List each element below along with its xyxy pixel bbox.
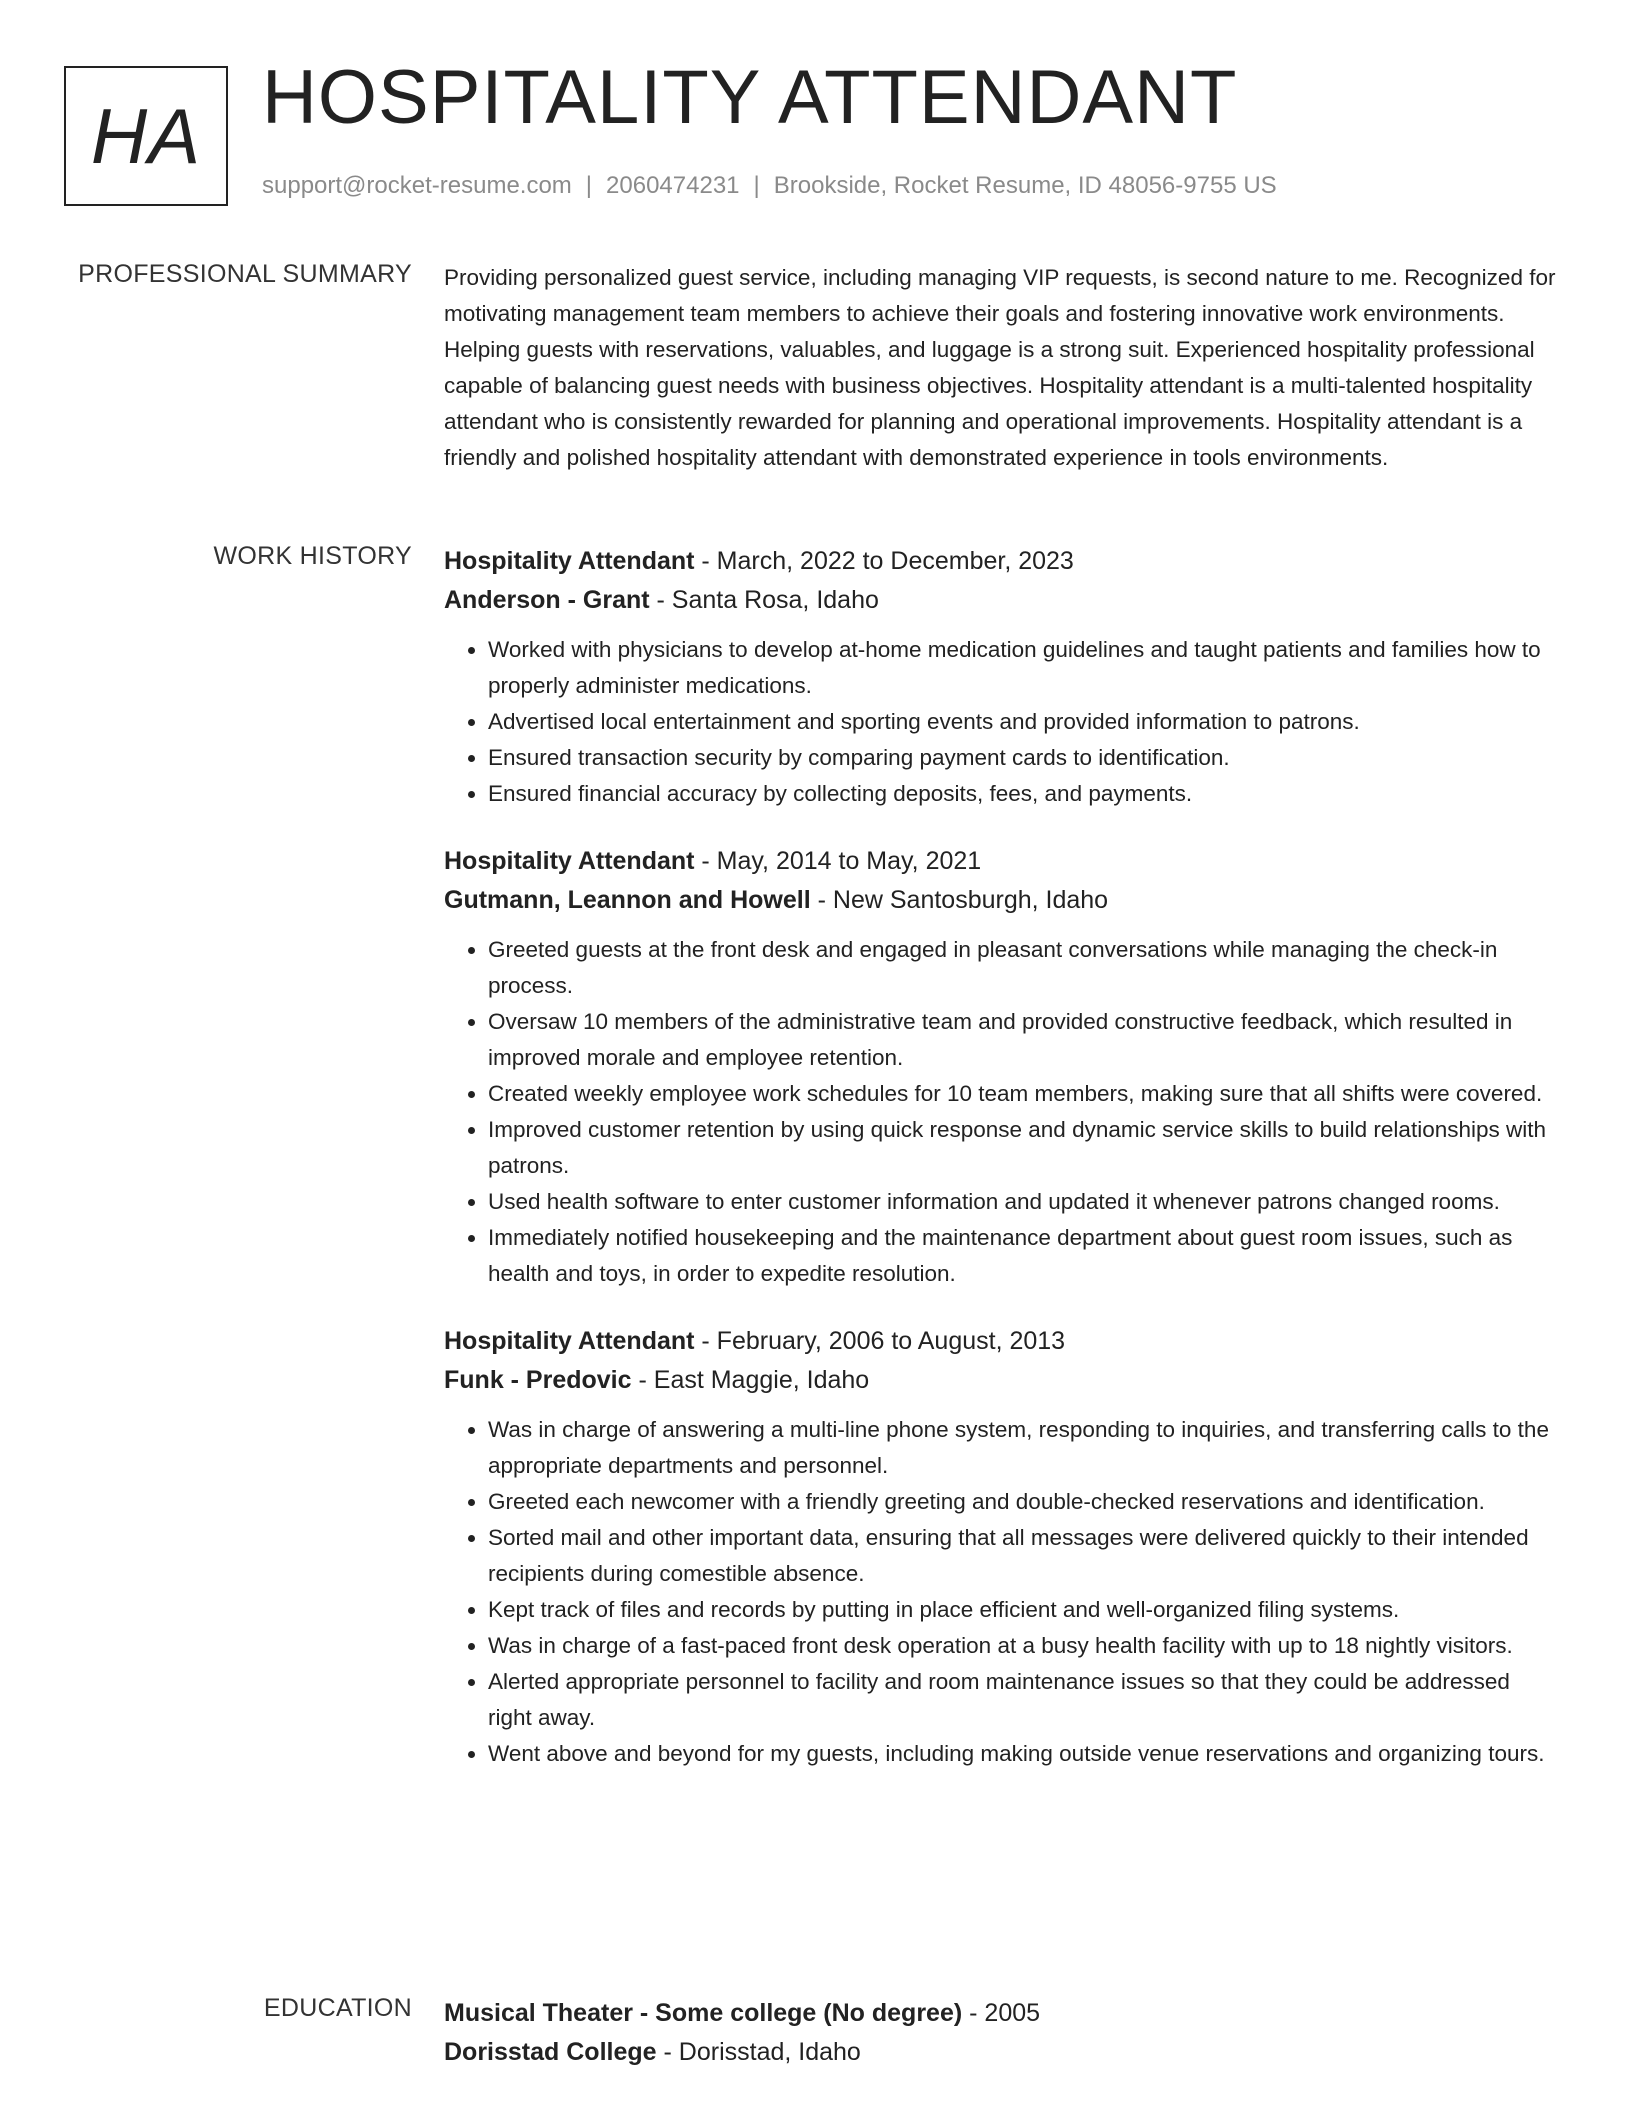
job-entry bbox=[444, 1322, 1556, 1772]
education-heading: EDUCATION bbox=[263, 1994, 412, 2022]
job-title-line bbox=[444, 842, 1556, 881]
monogram-initials: HA bbox=[90, 91, 202, 180]
job-role: Hospitality Attendant bbox=[444, 547, 695, 575]
education-school-line bbox=[444, 2033, 1556, 2072]
job-bullet: • Improved customer retention by using quick response and dynamic service skills to build relationships with patrons. bbox=[488, 1112, 1556, 1184]
contact-separator: | bbox=[753, 172, 760, 199]
job-dates: - March, 2022 to December, 2023 bbox=[694, 547, 1074, 575]
contact-line bbox=[262, 172, 1277, 200]
summary-text: Providing personalized guest service, including managing VIP requests, is second nature to me. Recognized for motivating management team members to achieve their goals and fostering innovative work environments. Helping guests with reservations, valuables, and luggage is a strong suit. Experienced hospitality professional capable of balancing guest needs with business objectives. Hospitality attendant is a multi-talented hospitality attendant who is consistently rewarded for planning and operational improvements. Hospitality attendant is a friendly and polished hospitality attendant with demonstrated experience in tools environments. bbox=[444, 265, 1556, 470]
job-company: Anderson - Grant bbox=[444, 586, 650, 614]
job-bullet: • Created weekly employee work schedules for 10 team members, making sure that all shifts were covered. bbox=[488, 1076, 1556, 1112]
contact-separator: | bbox=[585, 172, 593, 199]
job-dates: - May, 2014 to May, 2021 bbox=[694, 847, 982, 875]
job-bullet: • Ensured transaction security by comparing payment cards to identification. bbox=[488, 740, 1556, 776]
contact-phone[interactable]: 2060474231 bbox=[606, 172, 740, 199]
job-company-line bbox=[444, 881, 1556, 920]
job-bullet: • Advertised local entertainment and sporting events and provided information to patrons. bbox=[488, 704, 1556, 740]
education-location: - Dorisstad, Idaho bbox=[656, 2038, 861, 2066]
job-location: - East Maggie, Idaho bbox=[631, 1366, 870, 1394]
job-dates: - February, 2006 to August, 2013 bbox=[694, 1327, 1066, 1355]
job-bullet: • Sorted mail and other important data, ensuring that all messages were delivered quickly to their intended recipients during comestible absence. bbox=[488, 1520, 1556, 1592]
job-entry bbox=[444, 542, 1556, 812]
job-bullet: • Kept track of files and records by putting in place efficient and well-organized filing systems. bbox=[488, 1592, 1556, 1628]
job-bullet: • Worked with physicians to develop at-home medication guidelines and taught patients and families how to properly administer medications. bbox=[488, 632, 1556, 704]
education-degree-line bbox=[444, 1994, 1556, 2033]
education-school: Dorisstad College bbox=[444, 2038, 657, 2066]
job-bullets bbox=[444, 1412, 1556, 1772]
job-bullet: • Used health software to enter customer information and updated it whenever patrons changed rooms. bbox=[488, 1184, 1556, 1220]
contact-address: Brookside, Rocket Resume, ID 48056-9755 US bbox=[773, 172, 1277, 199]
education-degree: Musical Theater - Some college (No degree) bbox=[444, 1999, 963, 2027]
job-bullet: • Greeted guests at the front desk and engaged in pleasant conversations while managing the check-in process. bbox=[488, 932, 1556, 1004]
job-bullet: • Oversaw 10 members of the administrative team and provided constructive feedback, which resulted in improved morale and employee retention. bbox=[488, 1004, 1556, 1076]
job-entry bbox=[444, 842, 1556, 1292]
job-bullet: • Alerted appropriate personnel to facility and room maintenance issues so that they could be addressed right away. bbox=[488, 1664, 1556, 1736]
job-bullet: • Greeted each newcomer with a friendly greeting and double-checked reservations and identification. bbox=[488, 1484, 1556, 1520]
job-title-line bbox=[444, 1322, 1556, 1361]
resume-title: HOSPITALITY ATTENDANT bbox=[262, 55, 1238, 140]
education-body bbox=[444, 1994, 1556, 2072]
job-location: - Santa Rosa, Idaho bbox=[649, 586, 879, 614]
job-bullet: • Went above and beyond for my guests, including making outside venue reservations and organizing tours. bbox=[488, 1736, 1556, 1772]
job-role: Hospitality Attendant bbox=[444, 847, 695, 875]
work-history-heading: WORK HISTORY bbox=[213, 542, 412, 570]
job-bullet: • Was in charge of a fast-paced front desk operation at a busy health facility with up to 18 nightly visitors. bbox=[488, 1628, 1556, 1664]
job-role: Hospitality Attendant bbox=[444, 1327, 695, 1355]
job-company: Funk - Predovic bbox=[444, 1366, 632, 1394]
work-history-body bbox=[444, 542, 1556, 1802]
job-bullet: • Immediately notified housekeeping and the maintenance department about guest room issues, such as health and toys, in order to expedite resolution. bbox=[488, 1220, 1556, 1292]
job-company-line bbox=[444, 1361, 1556, 1400]
job-company-line bbox=[444, 581, 1556, 620]
job-location: - New Santosburgh, Idaho bbox=[810, 886, 1109, 914]
job-company: Gutmann, Leannon and Howell bbox=[444, 886, 811, 914]
contact-email[interactable]: support@rocket-resume.com bbox=[262, 172, 572, 199]
job-bullet: • Ensured financial accuracy by collecting deposits, fees, and payments. bbox=[488, 776, 1556, 812]
summary-heading: PROFESSIONAL SUMMARY bbox=[78, 260, 412, 288]
education-year: - 2005 bbox=[962, 1999, 1041, 2027]
monogram-badge bbox=[64, 66, 228, 206]
job-bullets bbox=[444, 932, 1556, 1292]
job-title-line bbox=[444, 542, 1556, 581]
job-bullet: • Was in charge of answering a multi-line phone system, responding to inquiries, and transferring calls to the appropriate departments and personnel. bbox=[488, 1412, 1556, 1484]
job-bullets bbox=[444, 632, 1556, 812]
